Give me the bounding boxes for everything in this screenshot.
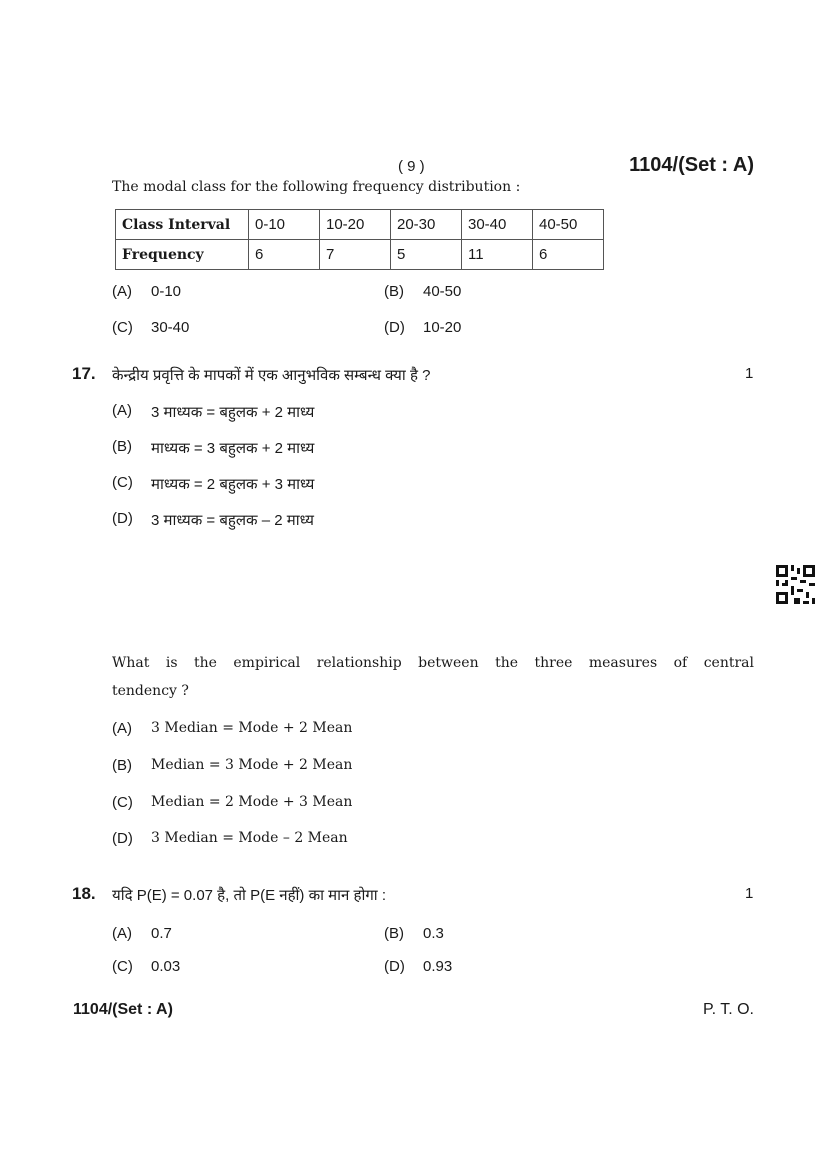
option-value: 0-10: [151, 283, 182, 300]
table-cell: 7: [320, 240, 391, 270]
frequency-table: [115, 209, 604, 270]
option-label: (D): [112, 830, 133, 847]
option-label: (D): [384, 958, 405, 975]
option-label: (C): [112, 794, 133, 811]
option-label: (C): [112, 474, 133, 491]
table-cell: 6: [533, 240, 604, 270]
pto-label: P. T. O.: [703, 1001, 754, 1018]
marks: 1: [745, 885, 754, 902]
question-number: 17.: [72, 364, 96, 383]
option-value: माध्यक = 2 बहुलक + 3 माध्य: [151, 476, 315, 493]
option-value: 3 माध्यक = बहुलक – 2 माध्य: [151, 512, 314, 529]
table-cell: 0-10: [249, 210, 320, 240]
option-label: (B): [112, 757, 132, 774]
option-label: (B): [384, 925, 404, 942]
table-cell: 5: [391, 240, 462, 270]
qr-code-icon: [776, 565, 815, 604]
option-label: (A): [112, 720, 132, 737]
q16-text: The modal class for the following frequency distribution :: [112, 179, 521, 195]
option-label: (A): [112, 925, 132, 942]
marks: 1: [745, 365, 754, 382]
option-label: (D): [112, 510, 133, 527]
table-cell: 11: [462, 240, 533, 270]
row-header: Frequency: [116, 240, 249, 270]
option-value: 0.7: [151, 925, 172, 942]
table-cell: 30-40: [462, 210, 533, 240]
table-cell: 40-50: [533, 210, 604, 240]
option-value: माध्यक = 3 बहुलक + 2 माध्य: [151, 440, 315, 457]
q17-text-hindi: केन्द्रीय प्रवृत्ति के मापकों में एक आनुभविक सम्बन्ध क्या है ?: [112, 367, 431, 384]
option-value: Median = 3 Mode + 2 Mean: [151, 757, 353, 773]
option-value: 3 Median = Mode + 2 Mean: [151, 720, 353, 736]
option-value: 0.93: [423, 958, 453, 975]
option-value: Median = 2 Mode + 3 Mean: [151, 794, 353, 810]
option-value: 3 Median = Mode – 2 Mean: [151, 830, 348, 846]
option-value: 0.03: [151, 958, 181, 975]
option-label: (D): [384, 319, 405, 336]
paper-code-footer: 1104/(Set : A): [73, 1001, 173, 1018]
option-value: 10-20: [423, 319, 462, 336]
option-value: 0.3: [423, 925, 444, 942]
option-value: 30-40: [151, 319, 190, 336]
q18-text-hindi: यदि P(E) = 0.07 है, तो P(E नहीं) का मान होगा :: [112, 887, 387, 904]
table-cell: 20-30: [391, 210, 462, 240]
table-cell: 10-20: [320, 210, 391, 240]
row-header: Class Interval: [116, 210, 249, 240]
option-label: (A): [112, 283, 132, 300]
table-cell: 6: [249, 240, 320, 270]
option-label: (A): [112, 402, 132, 419]
table-row: [116, 240, 604, 270]
option-label: (B): [384, 283, 404, 300]
q17-text-english-line2: tendency ?: [112, 683, 189, 699]
paper-code-header: 1104/(Set : A): [629, 154, 754, 176]
table-row: [116, 210, 604, 240]
question-number: 18.: [72, 884, 96, 903]
option-value: 40-50: [423, 283, 462, 300]
option-label: (C): [112, 958, 133, 975]
q17-text-english-line1: What is the empirical relationship between the three measures of central: [112, 655, 754, 671]
option-value: 3 माध्यक = बहुलक + 2 माध्य: [151, 404, 315, 421]
option-label: (C): [112, 319, 133, 336]
page-number: ( 9 ): [398, 158, 425, 175]
option-label: (B): [112, 438, 132, 455]
